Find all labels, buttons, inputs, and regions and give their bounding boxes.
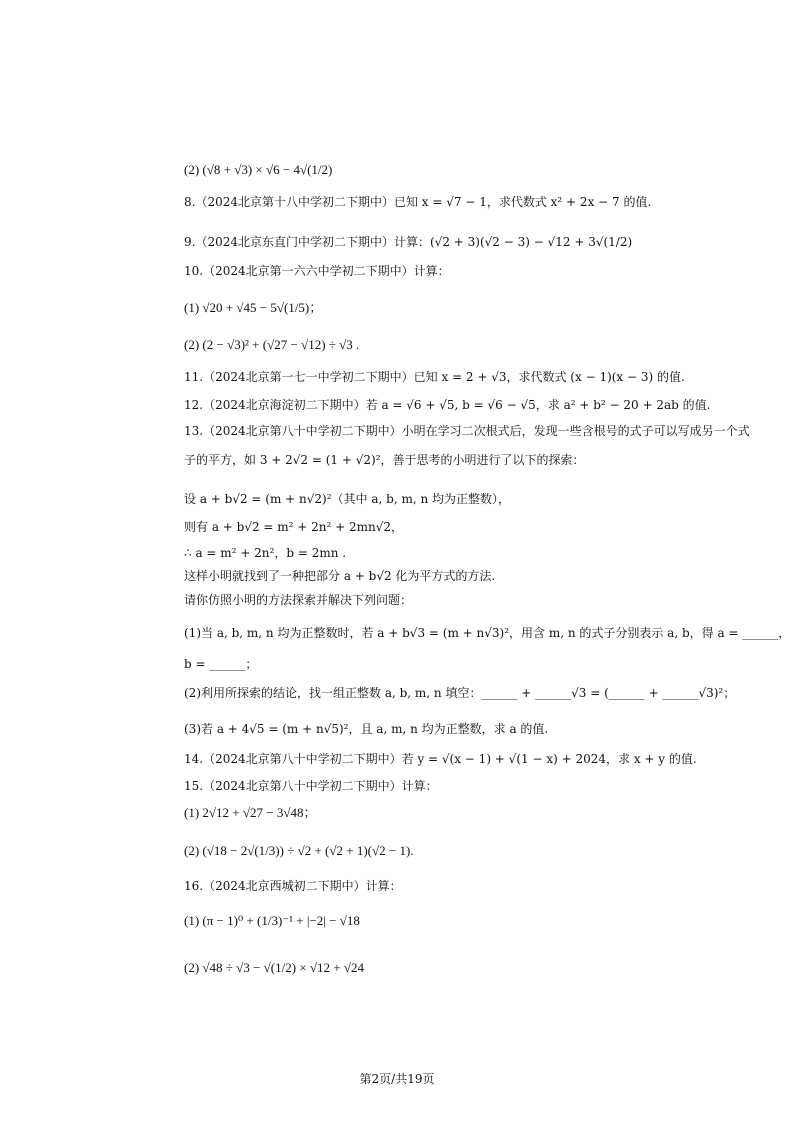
problem-16-heading: 16.（2024北京西城初二下期中）计算： (184, 879, 402, 893)
problem-10-heading: 10.（2024北京第一六六中学初二下期中）计算： (184, 264, 450, 278)
problem-13-part-1: (1)当 a, b, m, n 均为正整数时，若 a + b√3 = (m + n√3)²，用含 m, n 的式子分别表示 a, b，得 a = ______， (184, 626, 791, 640)
page-footer: 第2页/共19页 (359, 1072, 435, 1086)
problem-8: 8.（2024北京第十八中学初二下期中）已知 x = √7 − 1，求代数式 x² + 2x − 7 的值. (184, 195, 652, 209)
problem-13-part-3: (3)若 a + 4√5 = (m + n√5)²，且 a, m, n 均为正整数，求 a 的值. (184, 722, 549, 736)
problem-15-heading: 15.（2024北京第八十中学初二下期中）计算： (184, 779, 438, 793)
problem-16-part-1: (1) (π − 1)⁰ + (1/3)⁻¹ + |−2| − √18 (184, 913, 360, 928)
problem-13-line-1: 13.（2024北京第八十中学初二下期中）小明在学习二次根式后，发现一些含根号的式子可以写成另一个式 (184, 424, 750, 438)
problem-13-part-2: (2)利用所探索的结论，找一组正整数 a, b, m, n 填空：______ + ______√3 = (______ + ______√3)²； (184, 686, 736, 700)
problem-13-line-3: 设 a + b√2 = (m + n√2)²（其中 a, b, m, n 均为正整数）， (184, 492, 511, 506)
problem-13-line-7: 请你仿照小明的方法探索并解决下列问题： (184, 593, 413, 607)
problem-7-part-2: (2) (√8 + √3) × √6 − 4√(1/2) (184, 162, 333, 177)
problem-15-part-2: (2) (√18 − 2√(1/3)) ÷ √2 + (√2 + 1)(√2 − 1). (184, 843, 414, 858)
problem-13-line-4: 则有 a + b√2 = m² + 2n² + 2mn√2， (184, 520, 404, 534)
problem-14: 14.（2024北京第八十中学初二下期中）若 y = √(x − 1) + √(1 − x) + 2024，求 x + y 的值. (184, 752, 697, 766)
problem-13-part-1-b: b = ______； (184, 657, 258, 671)
problem-9: 9.（2024北京东直门中学初二下期中）计算：(√2 + 3)(√2 − 3) − √12 + 3√(1/2) (184, 235, 633, 249)
problem-16-part-2: (2) √48 ÷ √3 − √(1/2) × √12 + √24 (184, 960, 364, 975)
problem-10-part-2: (2) (2 − √3)² + (√27 − √12) ÷ √3 . (184, 337, 360, 352)
problem-13-line-6: 这样小明就找到了一种把部分 a + b√2 化为平方式的方法. (184, 569, 496, 583)
problem-13-line-5: ∴ a = m² + 2n²，b = 2mn . (184, 546, 347, 560)
problem-13-line-2: 子的平方，如 3 + 2√2 = (1 + √2)²，善于思考的小明进行了以下的探索： (184, 453, 585, 467)
problem-11: 11.（2024北京第一七一中学初二下期中）已知 x = 2 + √3，求代数式 (x − 1)(x − 3) 的值. (184, 370, 685, 384)
problem-15-part-1: (1) 2√12 + √27 − 3√48； (184, 805, 317, 820)
problem-12: 12.（2024北京海淀初二下期中）若 a = √6 + √5, b = √6 − √5，求 a² + b² − 20 + 2ab 的值. (184, 398, 711, 412)
problem-10-part-1: (1) √20 + √45 − 5√(1/5)； (184, 300, 323, 315)
